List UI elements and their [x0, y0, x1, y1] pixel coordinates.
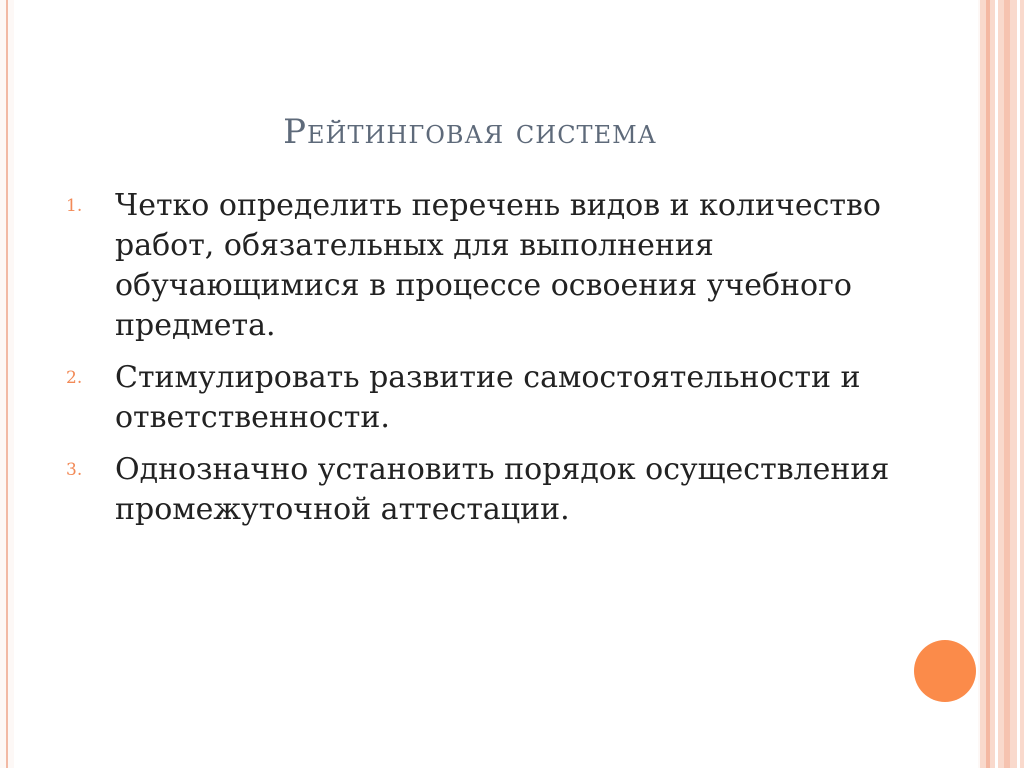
list-item-number: 2.: [66, 368, 83, 388]
stripe: [1004, 0, 1010, 768]
list-item-text: Однозначно установить порядок осуществления промежуточной аттестации.: [115, 452, 890, 527]
slide-title: Рейтинговая система: [283, 112, 657, 152]
list-item: [0, 186, 915, 346]
list-item: [0, 358, 915, 438]
numbered-list: [0, 186, 960, 542]
list-item-number: 1.: [66, 196, 83, 216]
list-item: [0, 450, 915, 530]
list-item-number: 3.: [66, 460, 83, 480]
list-item-text: Стимулировать развитие самостоятельности и ответственности.: [115, 360, 861, 435]
orange-circle-decoration: [914, 640, 976, 702]
stripe: [1017, 0, 1020, 768]
stripe: [995, 0, 998, 768]
stripe: [986, 0, 990, 768]
right-decorative-stripes: [980, 0, 1024, 768]
list-item-text: Четко определить перечень видов и количество работ, обязательных для выполнения обучающимися в процессе освоения учебного предмета.: [115, 188, 881, 343]
